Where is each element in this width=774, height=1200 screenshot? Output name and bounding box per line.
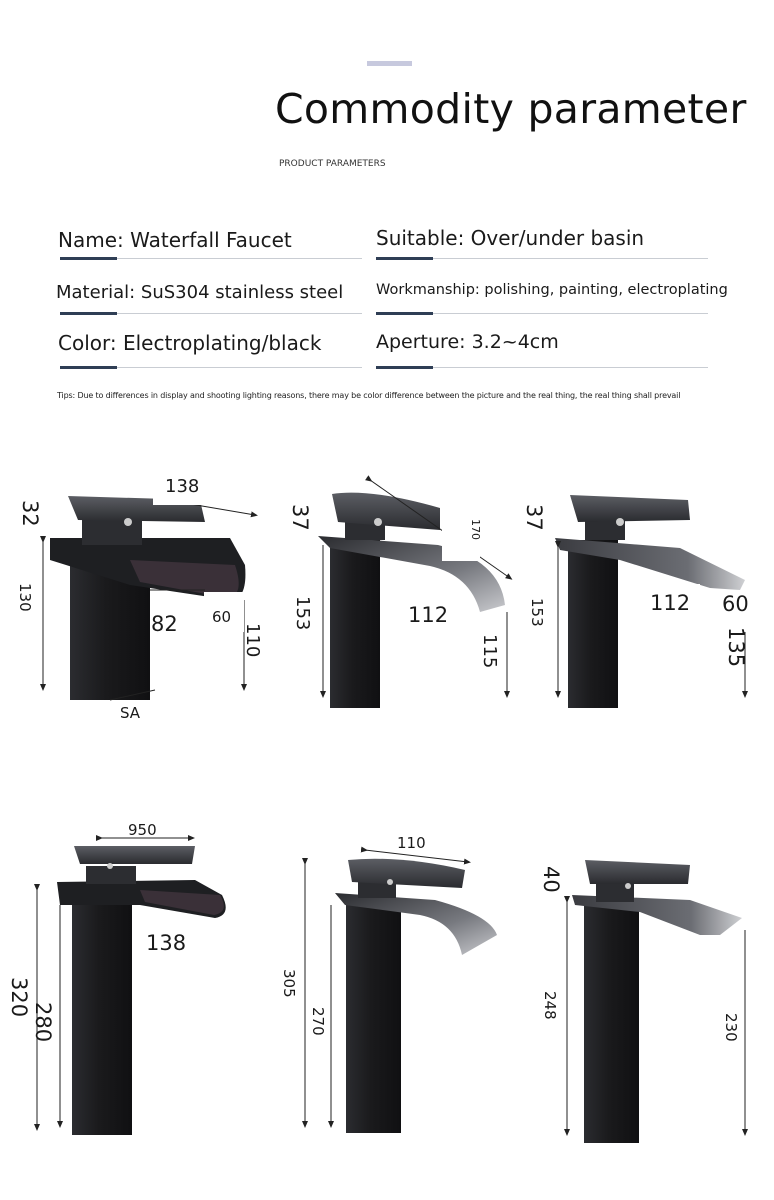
param-divider-accent [60, 366, 117, 369]
param-material: Material: SuS304 stainless steel [56, 282, 344, 303]
faucet-tall-curved [305, 850, 497, 1133]
param-divider-accent [376, 312, 433, 315]
dim-handle-label: 37 [522, 504, 546, 531]
param-divider-accent [60, 312, 117, 315]
faucet-dimension-figure [0, 420, 774, 1200]
param-color: Color: Electroplating/black [58, 331, 322, 355]
page-title: Commodity parameter [275, 85, 747, 133]
param-divider-accent [376, 366, 433, 369]
faucet-drawings [0, 420, 774, 1200]
param-divider-accent [376, 257, 433, 260]
dim-clearance-label: 135 [724, 627, 748, 668]
dim-height-label: 153 [528, 598, 546, 627]
param-suitable: Suitable: Over/under basin [376, 226, 645, 250]
dim-height-label: 130 [16, 583, 34, 612]
dim-handle-label: 40 [539, 866, 563, 893]
dim-clearance-label: 230 [722, 1013, 740, 1042]
dim-width-label: 138 [165, 476, 200, 497]
param-divider-accent [60, 257, 117, 260]
dim-width-label: 950 [128, 821, 157, 839]
dim-clearance-label: 110 [242, 623, 263, 658]
dim-height-label: 248 [541, 991, 559, 1020]
header-accent-bar [367, 61, 412, 66]
dim-height-label: 153 [292, 596, 313, 631]
param-name: Name: Waterfall Faucet [58, 228, 292, 252]
dim-reach-label: 138 [146, 931, 187, 955]
tips-note: Tips: Due to differences in display and shooting lighting reasons, there may be color difference between the picture and the real thing, the real thing shall prevail [57, 391, 681, 400]
dim-height-label: 320 [7, 977, 31, 1018]
page-subtitle: PRODUCT PARAMETERS [279, 159, 386, 169]
dim-reach-label: 112 [408, 603, 449, 627]
param-workmanship: Workmanship: polishing, painting, electroplating [376, 282, 728, 298]
dim-angle-label: 170 [469, 519, 482, 540]
dim-height-label: 305 [280, 969, 298, 998]
dim-body-label: 270 [309, 1007, 327, 1036]
dim-reach-label: 112 [650, 591, 691, 615]
faucet-tall-flat [567, 860, 745, 1143]
dim-handle-label: 37 [288, 504, 312, 531]
faucet-tall-waterfall [37, 838, 226, 1135]
dim-handle-label: 32 [18, 500, 42, 527]
dim-body-label: 280 [31, 1002, 55, 1043]
dim-base-label: SA [120, 704, 141, 722]
dim-depth-label: 60 [722, 592, 749, 616]
dim-depth-label: 60 [212, 608, 232, 626]
param-aperture: Aperture: 3.2~4cm [376, 331, 559, 353]
dim-spout-label: 82 [151, 612, 178, 636]
dim-width-label: 110 [397, 834, 426, 852]
dim-clearance-label: 115 [479, 634, 500, 669]
